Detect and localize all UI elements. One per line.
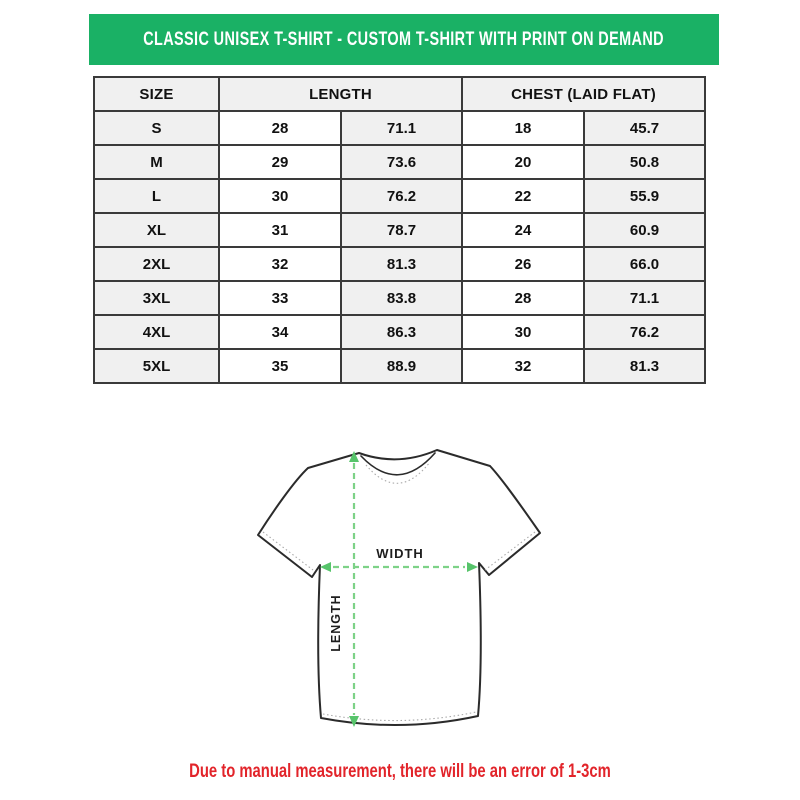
size-cell: M	[94, 145, 219, 179]
table-header	[94, 77, 705, 111]
length-inches-cell: 32	[219, 247, 341, 281]
size-cell: S	[94, 111, 219, 145]
length-cm-cell: 71.1	[341, 111, 462, 145]
length-cm-cell: 76.2	[341, 179, 462, 213]
chest-inches-cell: 24	[462, 213, 584, 247]
chest-inches-cell: 30	[462, 315, 584, 349]
chest-inches-cell: 28	[462, 281, 584, 315]
page-title: CLASSIC UNISEX T-SHIRT - CUSTOM T-SHIRT WITH PRINT ON DEMAND	[143, 28, 665, 50]
chest-inches-cell: 26	[462, 247, 584, 281]
chest-cm-cell: 55.9	[584, 179, 705, 213]
length-inches-cell: 30	[219, 179, 341, 213]
size-cell: XL	[94, 213, 219, 247]
chest-cm-cell: 50.8	[584, 145, 705, 179]
size-cell: 4XL	[94, 315, 219, 349]
size-table-body	[94, 111, 705, 383]
chest-cm-cell: 60.9	[584, 213, 705, 247]
size-chart-table	[93, 76, 706, 384]
size-cell: 3XL	[94, 281, 219, 315]
chest-cm-cell: 45.7	[584, 111, 705, 145]
length-cm-cell: 88.9	[341, 349, 462, 383]
title-banner	[89, 14, 719, 65]
length-inches-cell: 33	[219, 281, 341, 315]
length-cm-cell: 73.6	[341, 145, 462, 179]
chest-inches-cell: 20	[462, 145, 584, 179]
table-row	[94, 111, 705, 145]
length-inches-cell: 35	[219, 349, 341, 383]
length-inches-cell: 34	[219, 315, 341, 349]
header-row	[94, 77, 705, 111]
chest-inches-cell: 32	[462, 349, 584, 383]
length-cm-cell: 78.7	[341, 213, 462, 247]
column-header-chest: CHEST (LAID FLAT)	[462, 77, 705, 111]
tshirt-outline-icon	[258, 450, 540, 725]
table-row	[94, 179, 705, 213]
table-row	[94, 145, 705, 179]
chest-cm-cell: 71.1	[584, 281, 705, 315]
column-header-size: SIZE	[94, 77, 219, 111]
length-cm-cell: 86.3	[341, 315, 462, 349]
length-cm-cell: 81.3	[341, 247, 462, 281]
table-row	[94, 315, 705, 349]
length-inches-cell: 28	[219, 111, 341, 145]
chest-inches-cell: 18	[462, 111, 584, 145]
chest-inches-cell: 22	[462, 179, 584, 213]
size-cell: 2XL	[94, 247, 219, 281]
width-label: WIDTH	[376, 546, 424, 561]
size-cell: L	[94, 179, 219, 213]
chest-cm-cell: 66.0	[584, 247, 705, 281]
table-row	[94, 349, 705, 383]
length-inches-cell: 29	[219, 145, 341, 179]
measurement-disclaimer: Due to manual measurement, there will be an error of 1-3cm	[189, 761, 611, 782]
size-cell: 5XL	[94, 349, 219, 383]
length-inches-cell: 31	[219, 213, 341, 247]
table-row	[94, 213, 705, 247]
chest-cm-cell: 81.3	[584, 349, 705, 383]
table-row	[94, 281, 705, 315]
tshirt-measurement-diagram	[250, 437, 550, 742]
length-label: LENGTH	[329, 594, 343, 652]
length-cm-cell: 83.8	[341, 281, 462, 315]
column-header-length: LENGTH	[219, 77, 462, 111]
table-row	[94, 247, 705, 281]
chest-cm-cell: 76.2	[584, 315, 705, 349]
